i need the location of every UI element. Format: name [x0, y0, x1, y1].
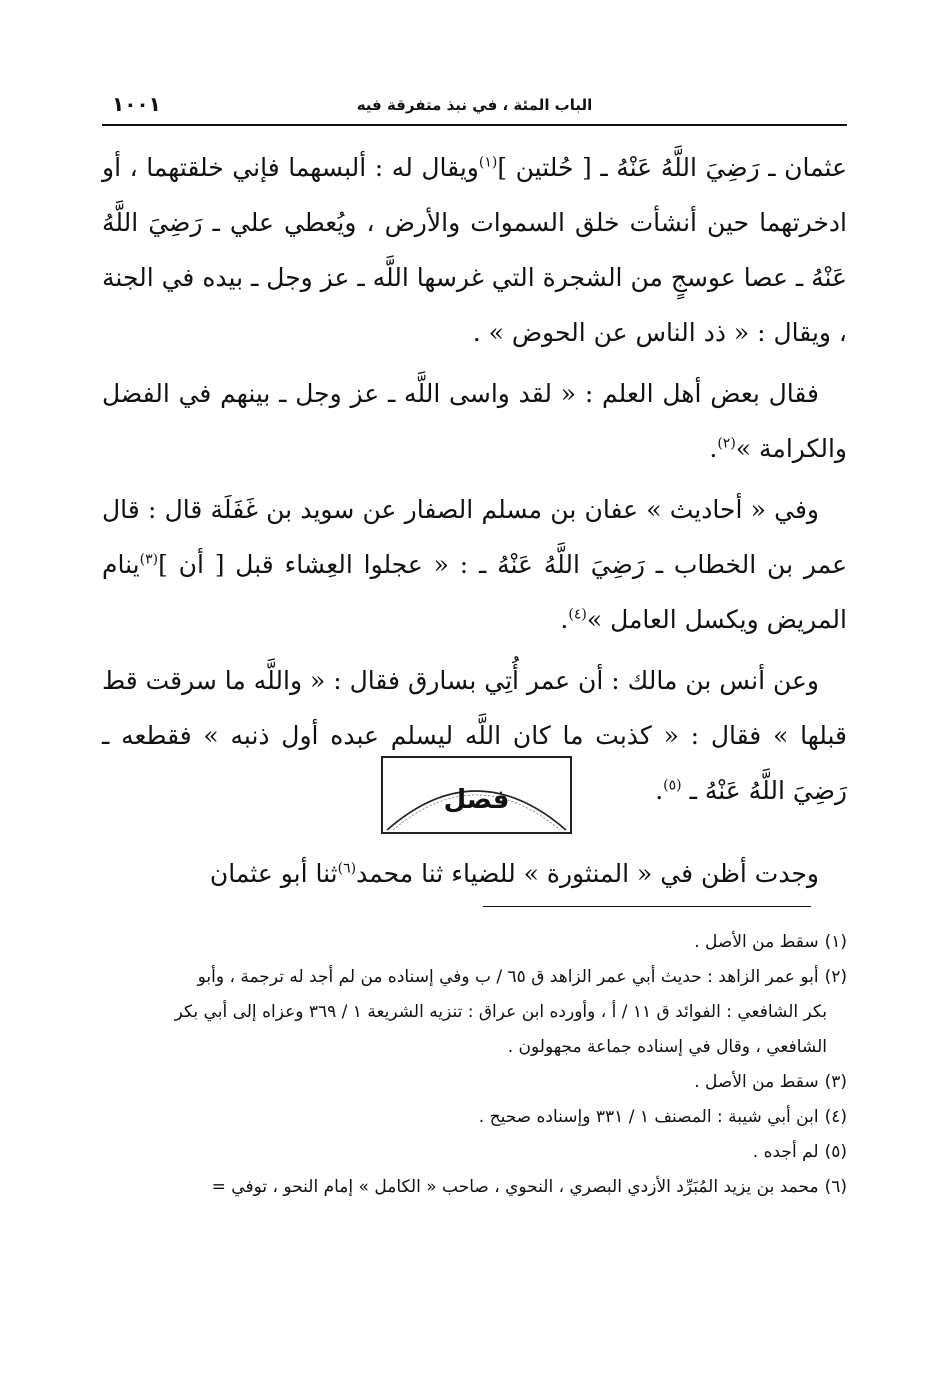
text-run: . — [655, 776, 664, 805]
footnote-number: (٦) — [824, 1177, 847, 1197]
footnote-number: (٥) — [824, 1142, 847, 1162]
footnote-text: لم أجده . — [752, 1142, 819, 1162]
footnote — [102, 1065, 847, 1100]
footnote-ref[interactable]: (٢) — [717, 435, 736, 452]
footnote-text: أبو عمر الزاهد : حديث أبي عمر الزاهد ق ٦٥ / ب وفي إسناده من لم أجد له ترجمة ، وأبو — [197, 967, 819, 987]
text-run: . — [560, 605, 569, 634]
footnote-ref[interactable]: (٥) — [663, 777, 682, 794]
text-run: ثنا أبو عثمان — [209, 859, 338, 888]
section-heading-frame — [381, 756, 572, 834]
footnote-ref[interactable]: (٦) — [337, 860, 357, 877]
text-run: فقال بعض أهل العلم : « لقد واسى اللَّه ـ عز وجل ـ بينهم في الفضل والكرامة » — [102, 379, 847, 463]
main-text — [102, 140, 847, 824]
footnote-number: (٣) — [824, 1072, 847, 1092]
text-run: وعن أنس بن مالك : أن عمر أُتِي بسارق فقال : « واللَّه ما سرقت قط قبلها » فقال : « كذبت ما كان اللَّه ليسلم عبده أول ذنبه » فقطعه ـ رَضِيَ اللَّهُ عَنْهُ ـ — [101, 666, 847, 805]
footnote-number: (٤) — [824, 1107, 847, 1127]
paragraph — [102, 366, 847, 476]
footnote-text: الشافعي ، وقال في إسناده جماعة مجهولون . — [507, 1037, 827, 1057]
footnote-text: سقط من الأصل . — [694, 932, 819, 952]
footnote-ref[interactable]: (٤) — [568, 606, 587, 623]
footnote-ref[interactable]: (٣) — [139, 551, 159, 568]
footnote — [102, 1170, 847, 1205]
paragraph — [102, 482, 847, 647]
text-run: ينام المريض ويكسل العامل » — [102, 550, 847, 634]
footnote-number: (١) — [824, 932, 847, 952]
paragraph-after-section — [102, 846, 847, 901]
footnote — [102, 1135, 847, 1170]
text-run: . — [709, 434, 718, 463]
page-number: ١٠٠١ — [112, 92, 161, 116]
footnote-text: بكر الشافعي : الفوائد ق ١١ / أ ، وأورده ابن عراق : تنزيه الشريعة ١ / ٣٦٩ وعزاه إلى أبي بكر — [174, 1002, 827, 1022]
footnote — [102, 960, 847, 1065]
footnotes — [102, 925, 847, 1205]
footnote-ref[interactable]: (١) — [478, 154, 498, 171]
chapter-title: الباب المئة ، في نبذ متفرقة فيه — [356, 96, 593, 114]
footnote-separator — [483, 906, 811, 907]
footnote — [102, 1100, 847, 1135]
footnote-text: ابن أبي شيبة : المصنف ١ / ٣٣١ وإسناده صحيح . — [478, 1107, 819, 1127]
footnote-text: محمد بن يزيد المُبَرِّد الأزدي البصري ، النحوي ، صاحب « الكامل » إمام النحو ، توفي = — [211, 1177, 819, 1197]
footnote-number: (٢) — [824, 967, 847, 987]
running-header — [102, 90, 847, 126]
text-run: ويقال له : ألبسهما فإني خلقتهما ، أو ادخرتهما حين أنشأت خلق السموات والأرض ، ويُعطي علي ـ رَضِيَ اللَّهُ عَنْهُ ـ عصا عوسجٍ من الشجرة التي غرسها اللَّه ـ عز وجل ـ بيده في الجنة ، ويقال : « ذد الناس عن الحوض » . — [102, 153, 847, 347]
text-run: وجدت أظن في « المنثورة » للضياء ثنا محمد — [356, 859, 819, 888]
footnote — [102, 925, 847, 960]
paragraph — [102, 140, 847, 360]
section-title: فصل — [443, 785, 510, 815]
text-run: عثمان ـ رَضِيَ اللَّهُ عَنْهُ ـ [ حُلتين ] — [497, 153, 847, 182]
text-run: وفي « أحاديث » عفان بن مسلم الصفار عن سويد بن غَفَلَة قال : قال عمر بن الخطاب ـ رَضِيَ اللَّهُ عَنْهُ ـ : « عجلوا العِشاء قبل [ أن ] — [102, 495, 847, 579]
footnote-text: سقط من الأصل . — [694, 1072, 819, 1092]
